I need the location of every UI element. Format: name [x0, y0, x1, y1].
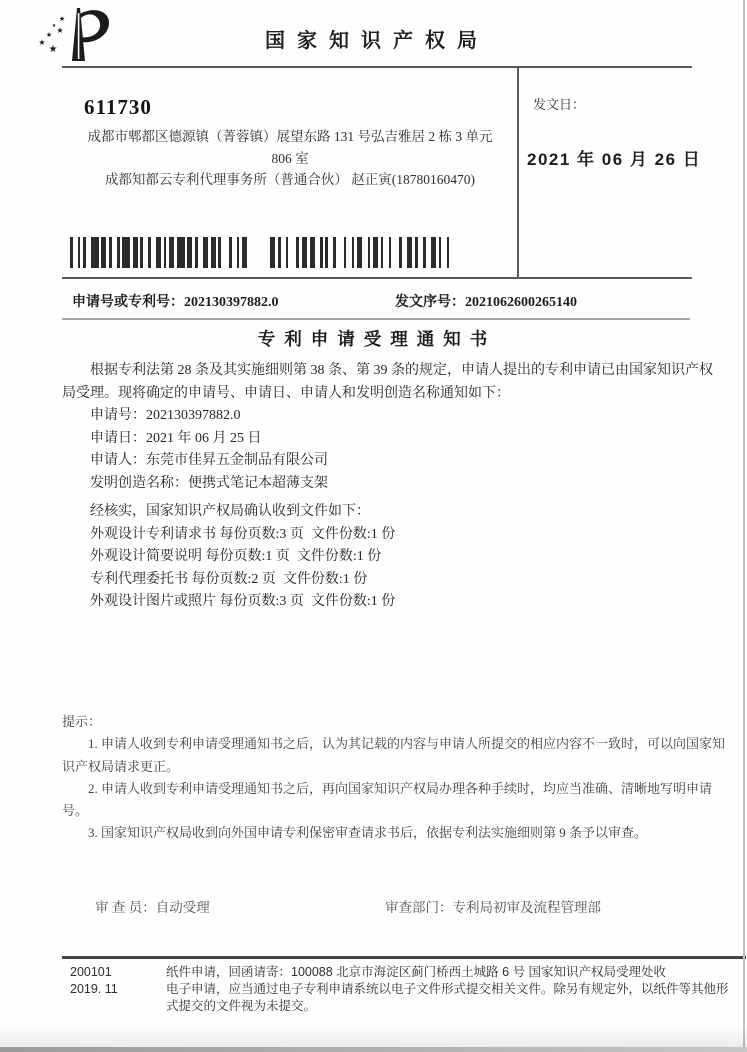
field-value: 202130397882.0: [146, 408, 241, 423]
notes-section: [62, 711, 726, 845]
footer-text: 电子申请，应当通过电子专利申请系统以电子文件形式提交相关文件。除另有规定外，以纸件等其他形式提交的文件视为未提交。: [166, 982, 729, 1013]
dispatch-code: 611730: [84, 95, 152, 119]
department-value: 专利局初审及流程管理部: [452, 900, 601, 915]
document-copies: 文件份数:1 份: [282, 571, 368, 587]
scan-right-edge-line: [743, 0, 745, 1052]
recipient-agent-line: 成都知都云专利代理事务所（普通合伙） 赵正寅(18780160470): [104, 172, 476, 187]
title-divider: [62, 318, 690, 320]
document-pages: 每份页数:2 页: [191, 571, 276, 587]
document-pages: 每份页数:3 页: [219, 594, 304, 609]
header-divider: [62, 66, 692, 68]
document-pages: 每份页数:1 页: [205, 549, 290, 564]
document-name: 外观设计专利请求书: [90, 526, 216, 542]
dispatch-serial-value: 2021062600265140: [465, 295, 577, 310]
svg-text:★: ★: [38, 38, 46, 47]
field-value: 便携式笔记本超薄支架: [188, 475, 328, 491]
document-row: [62, 546, 724, 569]
confirm-intro: 经核实，国家知识产权局确认收到文件如下：: [90, 504, 370, 519]
invention-title-row: [62, 473, 724, 496]
examiner-value: 自动受理: [155, 900, 210, 915]
document-name: 外观设计图片或照片: [90, 594, 216, 609]
recipient-address-line1: 成都市郫都区德源镇（菁蓉镇）展望东路 131 号弘吉雅居 2 栋 3 单元: [87, 129, 493, 144]
svg-text:★: ★: [58, 15, 66, 23]
footer-text: 纸件申请，回函请寄：100088 北京市海淀区蓟门桥西土城路 6 号 国家知识产权局受理处收: [166, 965, 667, 979]
document-row: [62, 524, 724, 547]
barcode-left: [70, 237, 247, 268]
document-row: [62, 591, 724, 614]
dispatch-serial-label: 发文序号：: [395, 295, 465, 310]
document-copies: 文件份数:1 份: [310, 594, 396, 609]
form-code: 200101: [70, 965, 112, 979]
notes-title: 提示：: [62, 714, 102, 729]
note-item: 1. 申请人收到专利申请受理通知书之后，认为其记载的内容与申请人所提交的相应内容不一致时，可以向国家知识产权局请求更正。: [62, 736, 726, 774]
recipient-address-block: [64, 126, 516, 191]
issue-date-value: 2021 年 06 月 26 日: [527, 150, 702, 169]
field-label: 申请人：: [90, 453, 146, 468]
document-pages: 每份页数:3 页: [219, 526, 304, 542]
date-box-divider: [517, 66, 519, 279]
application-number-value: 202130397882.0: [184, 295, 279, 310]
notice-body: [62, 360, 724, 614]
application-number-label: 申请号或专利号：: [72, 295, 184, 310]
field-value: 2021 年 06 月 25 日: [146, 430, 262, 446]
examiner-label: 审 查 员：: [95, 900, 156, 915]
document-copies: 文件份数:1 份: [296, 549, 382, 564]
form-code: 2019. 11: [70, 982, 118, 996]
address-block-divider: [62, 277, 692, 279]
document-name: 外观设计简要说明: [90, 549, 202, 564]
field-label: 申请日：: [90, 430, 146, 446]
footer-notes: [70, 964, 740, 1015]
application-date-row: [62, 428, 724, 451]
svg-text:★: ★: [56, 26, 64, 35]
document-copies: 文件份数:1 份: [310, 526, 396, 542]
svg-text:★: ★: [51, 24, 57, 29]
agency-title: 国家知识产权局: [265, 30, 489, 52]
application-no-row: [62, 405, 724, 428]
svg-text:★: ★: [45, 31, 53, 39]
svg-text:★: ★: [48, 44, 58, 55]
department-label: 审查部门：: [385, 900, 453, 915]
note-item: 3. 国家知识产权局收到向外国申请专利保密审查请求书后，依据专利法实施细则第 9 条予以审查。: [88, 825, 648, 841]
note-item: 2. 申请人收到专利申请受理通知书之后，再向国家知识产权局办理各种手续时，均应当准确、清晰地写明申请号。: [62, 780, 713, 819]
issue-date-label: 发文日：: [533, 97, 586, 112]
body-intro: 根据专利法第 28 条及其实施细则第 38 条、第 39 条的规定，申请人提出的专利申请已由国家知识产权局受理。现将确定的申请号、申请日、申请人和发明创造名称通知如下：: [62, 363, 713, 401]
scan-bottom-edge-strip: [0, 1047, 747, 1052]
scan-bottom-shade: [0, 1023, 747, 1047]
document-name: 专利代理委托书: [90, 571, 188, 587]
barcode-right: [270, 237, 457, 268]
footer-divider: [62, 956, 746, 959]
field-value: 东莞市佳昇五金制品有限公司: [146, 453, 328, 468]
document-row: [62, 569, 724, 592]
notice-title: 专利申请受理通知书: [257, 329, 497, 349]
reference-row: [72, 291, 722, 311]
applicant-row: [62, 450, 724, 473]
field-label: 申请号：: [90, 408, 146, 423]
field-label: 发明创造名称：: [90, 475, 188, 491]
recipient-address-line2: 806 室: [271, 150, 309, 166]
